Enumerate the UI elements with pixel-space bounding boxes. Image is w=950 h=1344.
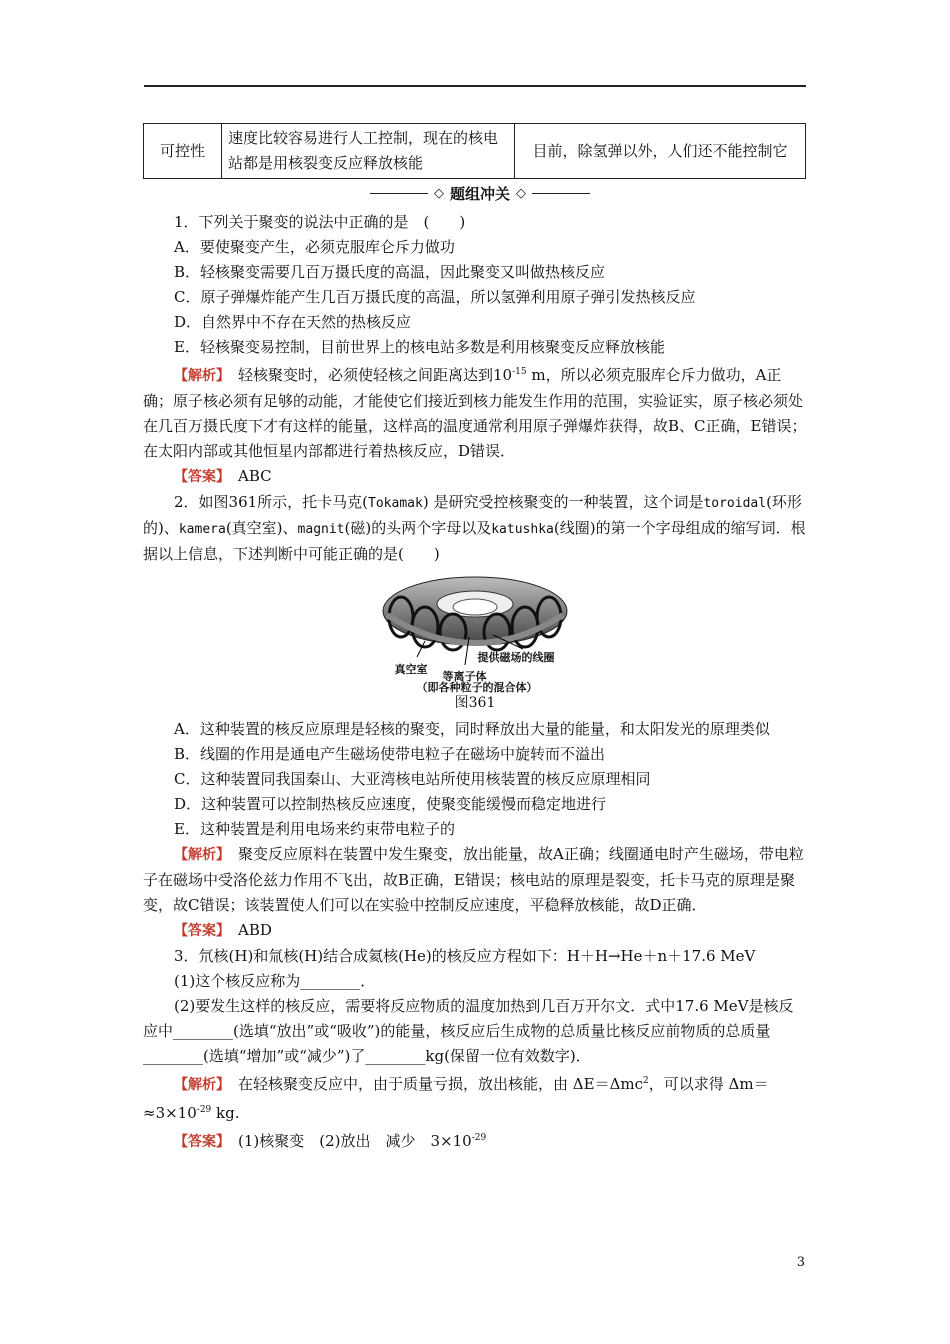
q1-analysis: 【解析】 轻核聚变时，必须使轻核之间距离达到$10^{-15}$ m，所以必须克服库仑斥力做功，A正确；原子核必须有足够的动能，才能使它们接近到核力能发生作用的范围，实验证实，原子核必须处在几百万摄氏度下才有这样的能量，这样高的温度通常利用原子弹爆炸获得，故B、C正确，E错误；在太阳内部或其他恒星内部都进行着热核反应，D错误．: [143, 366, 807, 460]
comparison-table: [143, 123, 806, 179]
q1-option-a: A．要使聚变产生，必须克服库仑斥力做功: [174, 238, 455, 256]
analysis-tag: 【解析】: [174, 368, 223, 384]
q3-stem: 3．氘核(H)和氚核(H)结合成氦核(He)的核反应方程如下：H＋H→He＋n＋17.6 MeV: [174, 947, 756, 965]
answer-tag: 【答案】: [174, 923, 223, 939]
q2-option-c: C．这种装置同我国秦山、大亚湾核电站所使用核装置的核反应原理相同: [174, 770, 651, 788]
divider: [370, 193, 428, 194]
answer-tag: 【答案】: [174, 469, 223, 485]
q3-sub1: (1)这个核反应称为________．: [174, 972, 376, 990]
q3-analysis: 【解析】 在轻核聚变反应中，由于质量亏损，放出核能，由 ΔE＝Δmc$^2$，可以求得 Δm＝ $\approx 3\times 10^{-29}$ kg.: [143, 1075, 769, 1122]
q3-sub2: (2)要发生这样的核反应，需要将反应物质的温度加热到几百万开尔文．式中17.6 MeV是核反应中________(选填“放出”或“吸收”)的能量，核反应后生成物的总质量比核反应前物质的总质量________(选填“增加”或“减少”)了________kg(保留一位有效数字)．: [143, 997, 794, 1065]
table-row: [144, 124, 806, 179]
figure-caption: 图361: [454, 695, 496, 711]
label-plasma-note: （即各种粒子的混合体）: [416, 681, 538, 694]
page-number: 3: [796, 1255, 805, 1270]
section-title: 题组冲关: [449, 184, 510, 203]
q2-analysis: 【解析】 聚变反应原料在装置中发生聚变，放出能量，故A正确；线圈通电时产生磁场，带电粒子在磁场中受洛伦兹力作用不飞出，故B正确，E错误；核电站的原理是裂变，托卡马克的原理是聚变，故C错误；该装置使人们可以在实验中控制反应速度，平稳释放核能，故D正确．: [143, 845, 804, 914]
label-vacuum: 真空室: [394, 663, 428, 676]
q2-answer: [143, 918, 807, 944]
fusion-cell: 目前，除氢弹以外，人们还不能控制它: [515, 124, 806, 179]
q2-option-b: B．线圈的作用是通电产生磁场使带电粒子在磁场中旋转而不溢出: [174, 745, 606, 763]
answer-value: ABC: [238, 467, 272, 485]
q2-option-a: A．这种装置的核反应原理是轻核的聚变，同时释放出大量的能量，和太阳发光的原理类似: [174, 720, 770, 738]
q1-answer: [143, 464, 807, 490]
tokamak-figure: [143, 571, 807, 715]
answer-tag: 【答案】: [174, 1134, 223, 1150]
label-plasma: 等离子体: [442, 670, 487, 683]
diamond-icon: ◇: [516, 185, 526, 201]
q1-option-b: B．轻核聚变需要几百万摄氏度的高温，因此聚变又叫做热核反应: [174, 263, 606, 281]
q1-stem: 1．下列关于聚变的说法中正确的是 ( ): [174, 213, 466, 231]
header-rule: [144, 85, 806, 87]
tokamak-diagram: [373, 571, 578, 694]
label-coil: 提供磁场的线圈: [477, 651, 555, 664]
q1-option-d: D．自然界中不存在天然的热核反应: [174, 313, 412, 331]
q2-stem: 2．如图361所示，托卡马克(Tokamak) 是研究受控核聚变的一种装置，这个词是toroidal(环形的)、kamera(真空室)、magnit(磁)的头两个字母以及katushka(线圈)的第一个字母组成的缩写词．根据以上信息，下述判断中可能正确的是( ): [143, 493, 806, 563]
q1-option-e: E．轻核聚变易控制，目前世界上的核电站多数是利用核聚变反应释放核能: [174, 338, 665, 356]
q1-option-c: C．原子弹爆炸能产生几百万摄氏度的高温，所以氢弹利用原子弹引发热核反应: [174, 288, 696, 306]
answer-value: ABD: [238, 921, 272, 939]
analysis-tag: 【解析】: [174, 847, 223, 863]
section-header: [300, 180, 660, 206]
q2-option-e: E．这种装置是利用电场来约束带电粒子的: [174, 820, 455, 838]
analysis-tag: 【解析】: [174, 1077, 223, 1093]
divider: [532, 193, 590, 194]
q3-answer: 【答案】 (1)核聚变 (2)放出 减少 $3\times 10^{-29}$: [174, 1132, 487, 1150]
main-content: [143, 210, 807, 1155]
diamond-icon: ◇: [433, 185, 444, 201]
q2-option-d: D．这种装置可以控制热核反应速度，使聚变能缓慢而稳定地进行: [174, 795, 607, 813]
fission-cell: 速度比较容易进行人工控制，现在的核电站都是用核裂变反应释放核能: [222, 124, 515, 179]
row-label: 可控性: [144, 124, 222, 179]
